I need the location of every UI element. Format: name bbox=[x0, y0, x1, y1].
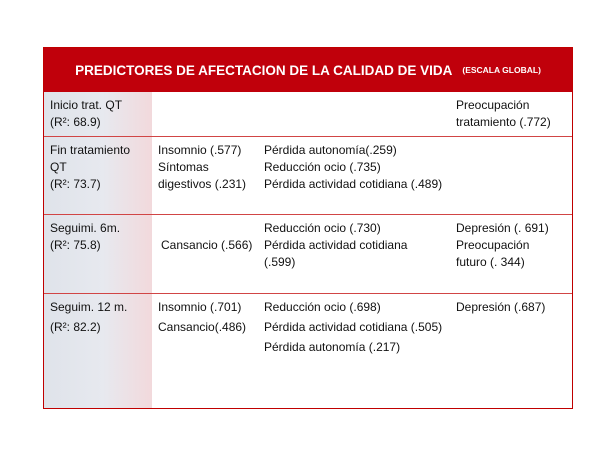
stage-label: Seguim. 12 m. bbox=[50, 300, 128, 314]
predictor-text: Cansancio (.566) bbox=[161, 238, 253, 252]
col1-cell bbox=[158, 215, 258, 293]
predictor-text: Preocupación bbox=[456, 98, 530, 112]
predictors-table bbox=[43, 47, 573, 409]
stage-r2: (R²: 73.7) bbox=[50, 177, 101, 191]
col1-cell bbox=[158, 137, 258, 214]
col3-cell bbox=[456, 215, 572, 293]
predictor-text: futuro (. 344) bbox=[456, 255, 525, 269]
table-row bbox=[44, 92, 572, 136]
table-title: PREDICTORES DE AFECTACION DE LA CALIDAD DE VIDA bbox=[75, 62, 453, 78]
col2-cell bbox=[264, 294, 454, 408]
table-row bbox=[44, 136, 572, 214]
col3-cell bbox=[456, 92, 572, 136]
predictor-text: (.599) bbox=[264, 255, 296, 269]
col2-cell bbox=[264, 215, 454, 293]
stage-cell bbox=[44, 215, 152, 293]
table-row bbox=[44, 214, 572, 293]
predictor-text: Depresión (. 691) bbox=[456, 221, 549, 235]
stage-cell bbox=[44, 294, 152, 408]
stage-r2: (R²: 82.2) bbox=[50, 320, 101, 334]
stage-cell bbox=[44, 92, 152, 136]
predictor-text: Reducción ocio (.730) bbox=[264, 221, 381, 235]
predictor-text: Depresión (.687) bbox=[456, 300, 546, 314]
stage-label: Fin tratamiento bbox=[50, 143, 131, 157]
stage-r2: (R²: 75.8) bbox=[50, 238, 101, 252]
predictor-text: tratamiento (.772) bbox=[456, 115, 551, 129]
predictor-text: Insomnio (.701) bbox=[158, 300, 242, 314]
predictor-text: Pérdida actividad cotidiana (.489) bbox=[264, 177, 443, 191]
predictor-text: Pérdida actividad cotidiana (.505) bbox=[264, 320, 443, 334]
table-title-bar bbox=[44, 48, 572, 92]
predictor-text: Pérdida actividad cotidiana bbox=[264, 238, 408, 252]
table-row bbox=[44, 293, 572, 408]
col3-cell bbox=[456, 294, 572, 408]
stage-label: Inicio trat. QT bbox=[50, 98, 123, 112]
col1-cell bbox=[158, 294, 258, 408]
predictor-text: Pérdida autonomía (.217) bbox=[264, 340, 401, 354]
predictor-text: Pérdida autonomía(.259) bbox=[264, 143, 397, 157]
predictor-text: Reducción ocio (.698) bbox=[264, 300, 381, 314]
predictor-text: Cansancio(.486) bbox=[158, 320, 247, 334]
stage-r2: (R²: 68.9) bbox=[50, 115, 101, 129]
stage-cell bbox=[44, 137, 152, 214]
predictor-text: Preocupación bbox=[456, 238, 530, 252]
table-subtitle: (ESCALA GLOBAL) bbox=[462, 65, 541, 75]
predictor-text: Síntomas bbox=[158, 160, 209, 174]
predictor-text: Insomnio (.577) bbox=[158, 143, 242, 157]
predictor-text: Reducción ocio (.735) bbox=[264, 160, 381, 174]
predictor-text: digestivos (.231) bbox=[158, 177, 247, 191]
stage-label: QT bbox=[50, 160, 67, 174]
col2-cell bbox=[264, 137, 454, 214]
stage-label: Seguimi. 6m. bbox=[50, 221, 121, 235]
